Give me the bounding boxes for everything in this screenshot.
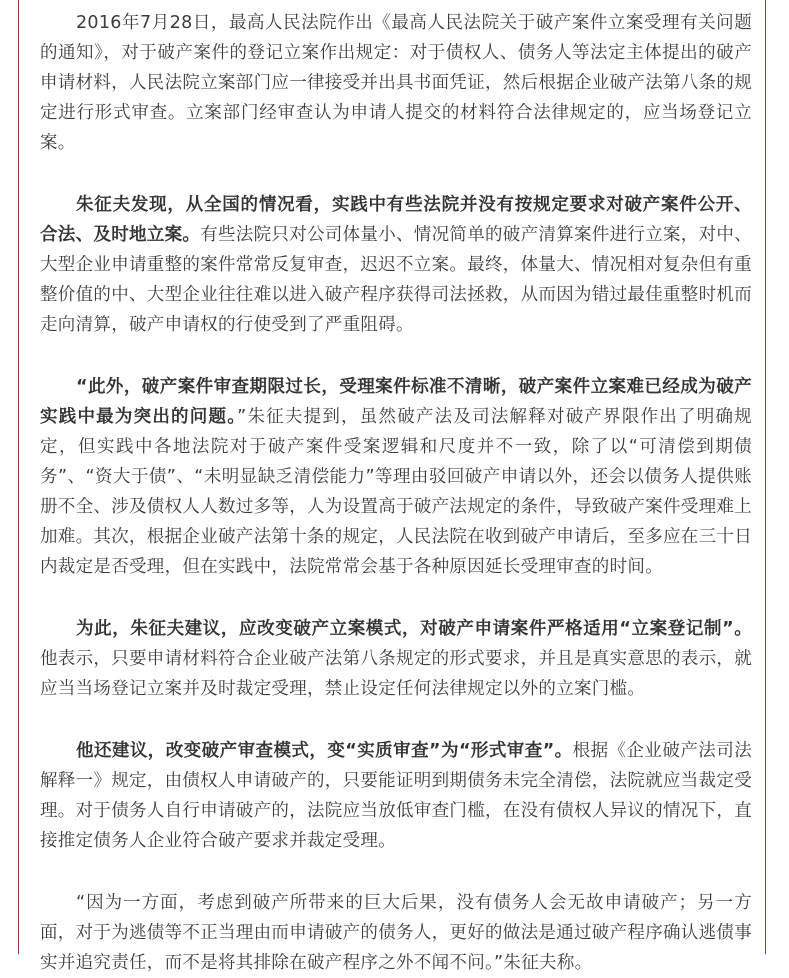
article-body (40, 8, 752, 978)
paragraph-4 (40, 614, 752, 704)
paragraph-text: ”朱征夫提到，虽然破产法及司法解释对破产界限作出了明确规定，但实践中各地法院对于破产案件受案逻辑和尺度并不一致，除了以“可清偿到期债务”、“资大于债”、“未明显缺乏清偿能力”等理由驳回破产申请以外，还会以债务人提供账册不全、涉及债权人人数过多等，人为设置高于破产法规定的条件，导致破产案件受理难上加难。其次，根据企业破产法第十条的规定，人民法院在收到破产申请后，至多应在三十日内裁定是否受理，但在实践中，法院常常会基于各种原因延长受理审查的时间。 (40, 407, 752, 577)
paragraph-text: 根据《企业破产法司法解释一》规定，由债权人申请破产的，只要能证明到期债务未完全清偿，法院就应当裁定受理。对于债务人自行申请破产的，法院应当放低审查门槛，在没有债权人异议的情况下，直接推定债务人企业符合破产要求并裁定受理。 (40, 741, 752, 851)
paragraph-6 (40, 888, 752, 978)
paragraph-5 (40, 736, 752, 856)
paragraph-text: “因为一方面，考虑到破产所带来的巨大后果，没有债务人会无故申请破产；另一方面，对于为逃债等不正当理由而申请破产的债务人，更好的做法是通过破产程序确认逃债事实并追究责任，而不是将其排除在破产程序之外不闻不问。”朱征夫称。 (40, 893, 752, 973)
paragraph-text: 2016年7月28日，最高人民法院作出《最高人民法院关于破产案件立案受理有关问题的通知》，对于破产案件的登记立案作出规定：对于债权人、债务人等法定主体提出的破产申请材料，人民法院立案部门应一律接受并出具书面凭证，然后根据企业破产法第八条的规定进行形式审查。立案部门经审查认为申请人提交的材料符合法律规定的，应当场登记立案。 (40, 13, 752, 153)
paragraph-lead: “此外，破产案件审查期限过长，受理案件标准不清晰，破产案件立案难已经成为破产实践中最为突出的问题。 (40, 377, 752, 427)
paragraph-2 (40, 190, 752, 340)
paragraph-1 (40, 8, 752, 158)
paragraph-text: 有些法院只对公司体量小、情况简单的破产清算案件进行立案，对中、大型企业申请重整的案件常常反复审查，迟迟不立案。最终，体量大、情况相对复杂但有重整价值的中、大型企业往往难以进入破产程序获得司法拯救，从而因为错过最佳重整时机而走向清算，破产申请权的行使受到了严重阻碍。 (40, 225, 753, 335)
paragraph-lead: 朱征夫发现，从全国的情况看，实践中有些法院并没有按规定要求对破产案件公开、合法、及时地立案。 (40, 195, 752, 245)
paragraph-lead: 为此，朱征夫建议，应改变破产立案模式，对破产申请案件严格适用“立案登记制”。 (76, 619, 752, 639)
paragraph-text: 他表示，只要申请材料符合企业破产法第八条规定的形式要求，并且是真实意思的表示，就应当当场登记立案并及时裁定受理，禁止设定任何法律规定以外的立案门槛。 (40, 649, 752, 699)
paragraph-3 (40, 372, 752, 582)
paragraph-lead: 他还建议，改变破产审查模式，变“实质审查”为“形式审查”。 (76, 741, 573, 761)
